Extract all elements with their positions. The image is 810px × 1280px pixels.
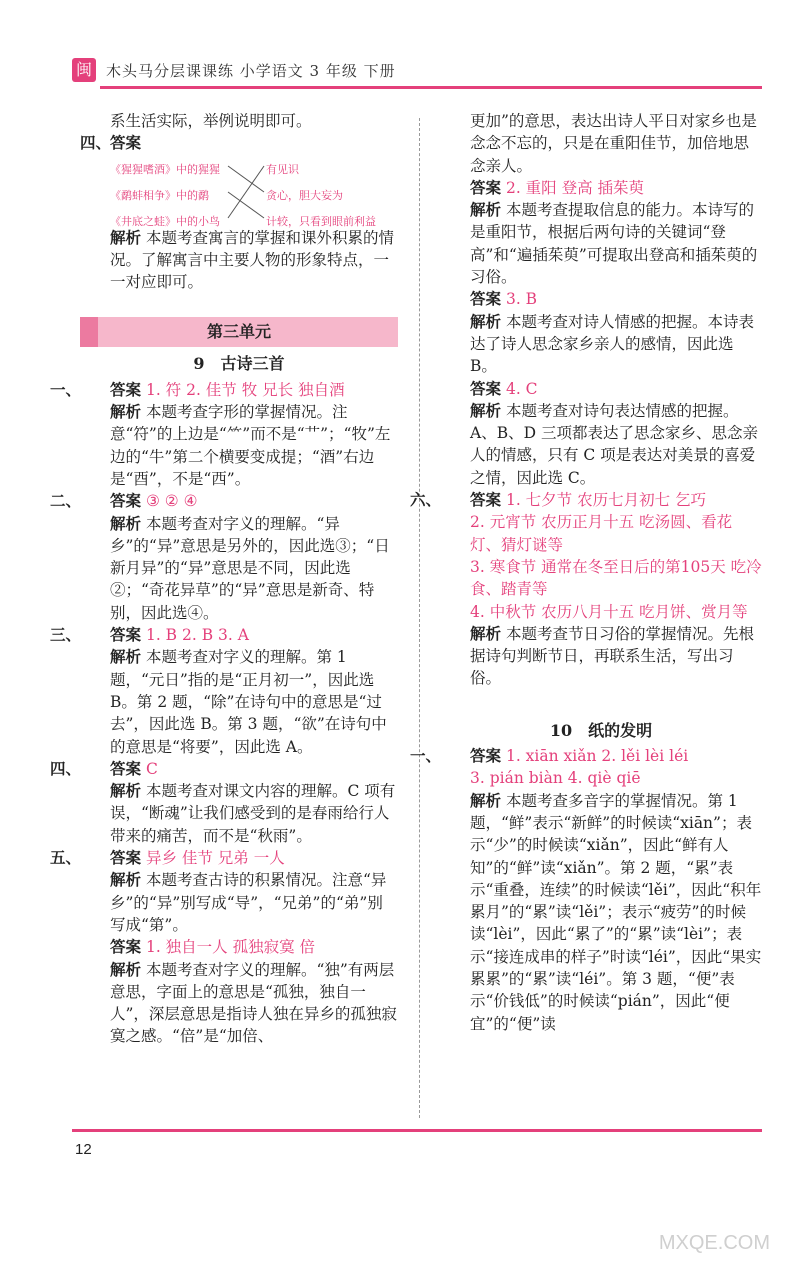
question-answer [50, 379, 398, 401]
answer-text: 1. 七夕节 农历七月初七 乞巧 [505, 491, 707, 510]
analysis [80, 869, 398, 936]
analysis-text: 本题考查古诗的积累情况。注意“异乡”的“异”别写成“导”，“兄弟”的“弟”别写成“第”。 [110, 871, 387, 934]
answer-label: 答案 [110, 758, 142, 778]
analysis-label: 解析 [110, 781, 142, 801]
left-column [50, 110, 398, 1048]
right-column [410, 110, 762, 1035]
lesson-title: 10 纸的发明 [549, 720, 653, 740]
paragraph: 系生活实际，举例说明即可。 [110, 112, 312, 130]
analysis-label: 解析 [470, 790, 502, 810]
book-logo-icon: 闽 [72, 58, 96, 82]
question-answer [410, 489, 762, 511]
analysis [80, 780, 398, 847]
watermark: MXQE.COM [658, 1232, 770, 1254]
question-answer [440, 288, 762, 310]
matching-diagram [110, 155, 398, 227]
question-answer [50, 758, 398, 780]
paragraph: 更加”的意思，表达出诗人平日对家乡也是念念不忘的，只是在重阳佳节，加倍地思念亲人。 [470, 112, 757, 175]
answer-text: 1. 独自一人 孤独寂寞 倍 [145, 938, 316, 957]
answer-text: 2. 元宵节 农历正月十五 吃汤圆、看花灯、猜灯谜等 [470, 513, 733, 554]
question-answer [410, 745, 762, 767]
answer-text: 4. 中秋节 农历八月十五 吃月饼、赏月等 [470, 602, 748, 621]
analysis-label: 解析 [110, 647, 142, 667]
section-number: 二、 [50, 491, 82, 511]
answer-label: 答案 [470, 746, 502, 766]
analysis [80, 227, 398, 294]
analysis-label: 解析 [110, 227, 142, 247]
analysis [80, 401, 398, 490]
answer-text: 1. B 2. B 3. A [145, 626, 249, 645]
match-lines [226, 155, 266, 227]
answer-label: 答案 [110, 625, 142, 645]
analysis [80, 646, 398, 757]
answer-text: 3. B [505, 290, 538, 309]
question-answer [50, 847, 398, 869]
question-answer [50, 490, 398, 512]
match-right-1: 有见识 [266, 162, 299, 176]
analysis-label: 解析 [110, 402, 142, 422]
analysis-label: 解析 [110, 870, 142, 890]
question-answer [80, 936, 398, 958]
answer-label: 答案 [110, 848, 142, 868]
answer-text: 3. 寒食节 通常在冬至日后的第105天 吃冷食、踏青等 [470, 557, 762, 599]
analysis-text: 本题考查对字义的理解。第 1 题，“元日”指的是“正月初一”，因此选 B。第 2 题，“除”在诗句中的意思是“过去”，因此选 B。第 3 题，“欲”在诗句中的意思是“将要”，因此选 A。 [110, 648, 387, 756]
answer-text: 4. C [505, 379, 538, 398]
header-rule [100, 86, 762, 89]
analysis [80, 513, 398, 624]
analysis-text: 本题考查对诗人情感的把握。本诗表达了诗人思念家乡亲人的感情，因此选 B。 [470, 312, 754, 376]
answer-text: 1. 符 2. 佳节 牧 兄长 独自酒 [145, 380, 345, 399]
analysis-text: 本题考查多音字的掌握情况。第 1 题，“鲜”表示“新鲜”的时候读“xiān”；表示“少”的时候读“xiǎn”，因此“鲜有人知”的“鲜”读“xiǎn”。第 2 题，“累”表示“重叠，连续”的时候读“lěi”，因此“积年累月”的“累”读“lěi”；表示“疲劳”的时候读“lèi”，因此“累了”的“累”读“lèi”；表示“接连成串的样子”时读“léi”，因此“果实累累”的“累”读“léi”。第 3 题，“便”表示“价钱低”的时候读“pián”，因此“便宜”的“便”读 [470, 791, 762, 1033]
header-title: 木头马分层课课练 小学语文 3 年级 下册 [106, 62, 396, 80]
question-answer [440, 378, 762, 400]
answer-text: 异乡 佳节 兄弟 一人 [145, 849, 285, 868]
question-answer [440, 177, 762, 199]
answer-text: C [145, 759, 158, 778]
section-number: 四、 [50, 758, 82, 778]
answer-label: 答案 [470, 177, 502, 197]
analysis-label: 解析 [470, 200, 502, 220]
answer-label: 答案 [470, 289, 502, 309]
analysis-text: 本题考查寓言的掌握和课外积累的情况。了解寓言中主要人物的形象特点，一一对应即可。 [110, 228, 394, 292]
analysis-label: 解析 [470, 311, 502, 331]
analysis [440, 199, 762, 288]
answer-label: 答案 [470, 378, 502, 398]
unit-banner: 第三单元 [80, 317, 398, 347]
column-divider [419, 118, 420, 1118]
answer-text: 2. 重阳 登高 插茱萸 [505, 178, 645, 197]
analysis-text: 本题考查节日习俗的掌握情况。先根据诗句判断节日，再联系生活，写出习俗。 [470, 624, 754, 688]
analysis-text: 本题考查对字义的理解。“异乡”的“异”意思是另外的，因此选③；“日新月异”的“异”意思是不同，因此选②；“奇花异草”的“异”意思是新奇、特别，因此选④。 [110, 514, 390, 622]
analysis-label: 解析 [110, 513, 142, 533]
footer-rule [72, 1129, 762, 1132]
answer-label: 答案 [110, 379, 142, 399]
section-heading [80, 132, 398, 154]
match-right-2: 贪心，胆大妄为 [266, 188, 343, 202]
section-number: 三、 [50, 625, 82, 645]
match-left-2: 《鹬蚌相争》中的鹬 [110, 188, 209, 202]
analysis [440, 790, 762, 1035]
match-left-1: 《猩猩嗜酒》中的猩猩 [110, 162, 220, 176]
answer-text: 3. pián biàn 4. qiè qiē [470, 769, 641, 788]
analysis-text: 本题考查对诗句表达情感的把握。A、B、D 三项都表达了思念家乡、思念亲人的情感，只有 C 项是表达对美景的喜爱之情，因此选 C。 [470, 401, 758, 487]
analysis-text: 本题考查对课文内容的理解。C 项有误，“断魂”让我们感受到的是春雨给行人带来的痛苦，而不是“秋雨”。 [110, 782, 396, 845]
answer-label: 答案 [110, 491, 142, 511]
section-number: 五、 [50, 848, 82, 868]
analysis-label: 解析 [470, 623, 502, 643]
answer-label: 答案 [110, 133, 142, 153]
analysis-label: 解析 [110, 959, 142, 979]
section-number: 六、 [410, 490, 442, 510]
answer-label: 答案 [110, 937, 142, 957]
match-right-3: 计较，只看到眼前利益 [266, 214, 376, 228]
page-number: 12 [75, 1141, 92, 1158]
section-number: 一、 [410, 746, 442, 766]
analysis-label: 解析 [470, 400, 502, 420]
analysis [80, 959, 398, 1048]
section-number: 四、 [80, 133, 112, 153]
analysis-text: 本题考查提取信息的能力。本诗写的是重阳节，根据后两句诗的关键词“登高”和“遍插茱萸”可提取出登高和插茱萸的习俗。 [470, 201, 758, 287]
lesson-title: 9 古诗三首 [193, 354, 285, 374]
section-number: 一、 [50, 379, 82, 399]
analysis-text: 本题考查对字义的理解。“独”有两层意思，字面上的意思是“孤独，独自一人”，深层意思是指诗人独在异乡的孤独寂寞之感。“倍”是“加倍、 [110, 960, 397, 1046]
answer-text: ③ ② ④ [145, 492, 198, 511]
analysis [440, 400, 762, 489]
answer-text: 1. xiān xiǎn 2. lěi lèi léi [505, 747, 689, 766]
match-left-3: 《井底之蛙》中的小鸟 [110, 214, 220, 228]
analysis-text: 本题考查字形的掌握情况。注意“符”的上边是“⺮”而不是“艹”；“牧”左边的“牛”第二个横要变成提；“酒”右边是“酉”，不是“西”。 [110, 403, 391, 488]
page-header [72, 50, 762, 90]
question-answer [50, 624, 398, 646]
analysis [440, 623, 762, 690]
answer-label: 答案 [470, 490, 502, 510]
analysis [440, 311, 762, 378]
